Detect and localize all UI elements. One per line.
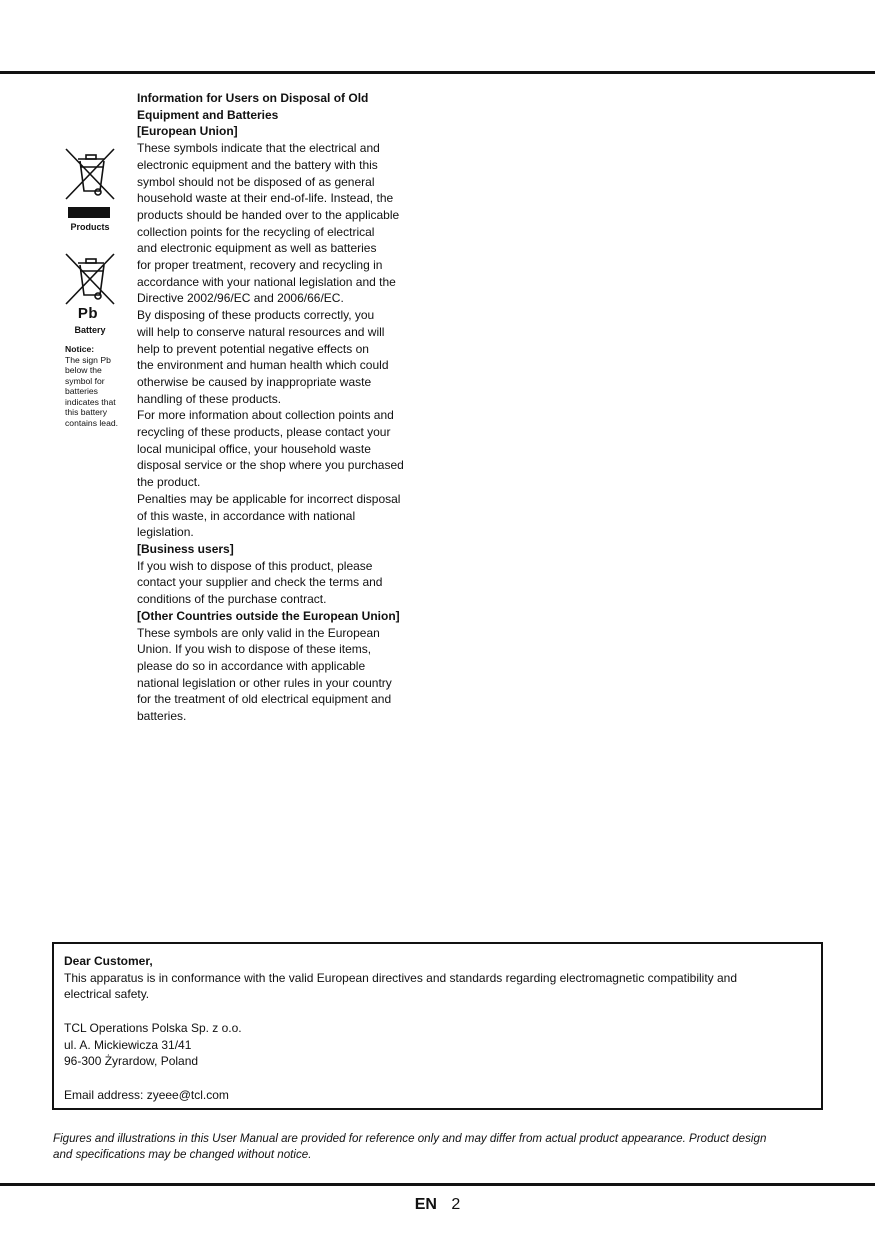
body-text-line: contact your supplier and check the terms and [137,575,383,590]
top-rule [0,71,875,74]
bottom-rule [0,1183,875,1186]
section-heading-line: [Other Countries outside the European Union] [137,608,400,623]
body-text-line: household waste at their end-of-life. Instead, the [137,191,394,206]
body-text-line: the product. [137,475,201,490]
company-name: TCL Operations Polska Sp. z o.o. [64,1020,242,1035]
body-text-line: will help to conserve natural resources and will [137,324,385,339]
street-address: ul. A. Mickiewicza 31/41 [64,1037,192,1052]
body-text-line: products should be handed over to the applicable [137,207,400,222]
battery-label: Battery [74,325,106,335]
products-black-bar [68,207,110,218]
body-text-line: These symbols indicate that the electrical and [137,141,380,156]
body-text-line: help to prevent potential negative effects on [137,341,369,356]
section-heading-line: Information for Users on Disposal of Old [137,91,369,105]
customer-notice-box [52,942,823,1110]
body-text-line: If you wish to dispose of this product, please [137,558,373,573]
body-text-line: Penalties may be applicable for incorrect disposal [137,491,401,506]
section-heading-line: [European Union] [137,124,238,139]
body-text-line: batteries. [137,709,187,724]
disclaimer [53,1131,843,1163]
body-text-line: of this waste, in accordance with national [137,508,356,523]
notice-line: symbol for [65,375,105,386]
body-text-line: otherwise be caused by inappropriate waste [137,374,372,389]
products-label: Products [70,222,110,232]
body-text-line: national legislation or other rules in your country [137,675,392,690]
body-text-line: Directive 2002/96/EC and 2006/66/EC. [137,291,344,306]
body-text-line: please do so in accordance with applicable [137,658,366,673]
body-text-line: Union. If you wish to dispose of these items, [137,642,372,657]
body-text-line: For more information about collection points and [137,408,394,423]
email-address: Email address: zyeee@tcl.com [64,1087,229,1102]
body-text-line: for proper treatment, recovery and recycling in [137,258,383,273]
body-text-line: the environment and human health which could [137,358,389,373]
section-heading-line: Equipment and Batteries [137,107,279,122]
pb-label: Pb [77,305,99,322]
body-text-line: accordance with your national legislation and the [137,274,396,289]
body-text-line: legislation. [137,525,194,540]
body-text-line: electronic equipment and the battery with this [137,157,378,172]
city-address: 96-300 Żyrardow, Poland [64,1054,199,1069]
body-text-line: handling of these products. [137,391,282,406]
notice-line: The sign Pb [65,354,111,365]
customer-heading: Dear Customer, [64,954,153,968]
body-text-line: disposal service or the shop where you purchased [137,458,404,473]
disposal-information [137,90,437,725]
page-footer [0,1196,875,1214]
page-number: 2 [451,1196,461,1213]
disclaimer-line2: and specifications may be changed without notice. [53,1148,312,1161]
notice-line: contains lead. [65,417,119,428]
battery-bin-icon [62,253,118,307]
body-text-line: These symbols are only valid in the European [137,625,380,640]
notice-title: Notice: [65,344,95,354]
products-bin-icon [62,147,118,203]
body-text-line: local municipal office, your household waste [137,441,371,456]
body-text-line: symbol should not be disposed of as general [137,174,375,189]
conformance-text-line1: This apparatus is in conformance with the valid European directives and standards regarding electromagnetic compatibility and [64,970,738,985]
body-text-line: recycling of these products, please contact your [137,425,391,440]
conformance-text-line2: electrical safety. [64,987,150,1002]
notice-line: batteries [65,386,98,396]
notice-block [65,344,129,428]
notice-line: this battery [65,407,108,417]
section-heading-line: [Business users] [137,541,234,556]
body-text-line: for the treatment of old electrical equipment and [137,692,392,707]
notice-line: indicates that [65,396,116,407]
notice-line: below the [65,365,102,375]
disclaimer-line1: Figures and illustrations in this User Manual are provided for reference only and may differ from actual product appearance. Product design [53,1132,767,1145]
body-text-line: collection points for the recycling of electrical [137,224,375,239]
body-text-line: By disposing of these products correctly, you [137,308,375,323]
body-text-line: and electronic equipment as well as batteries [137,241,377,256]
body-text-line: conditions of the purchase contract. [137,592,327,607]
language-code: EN [414,1196,437,1213]
